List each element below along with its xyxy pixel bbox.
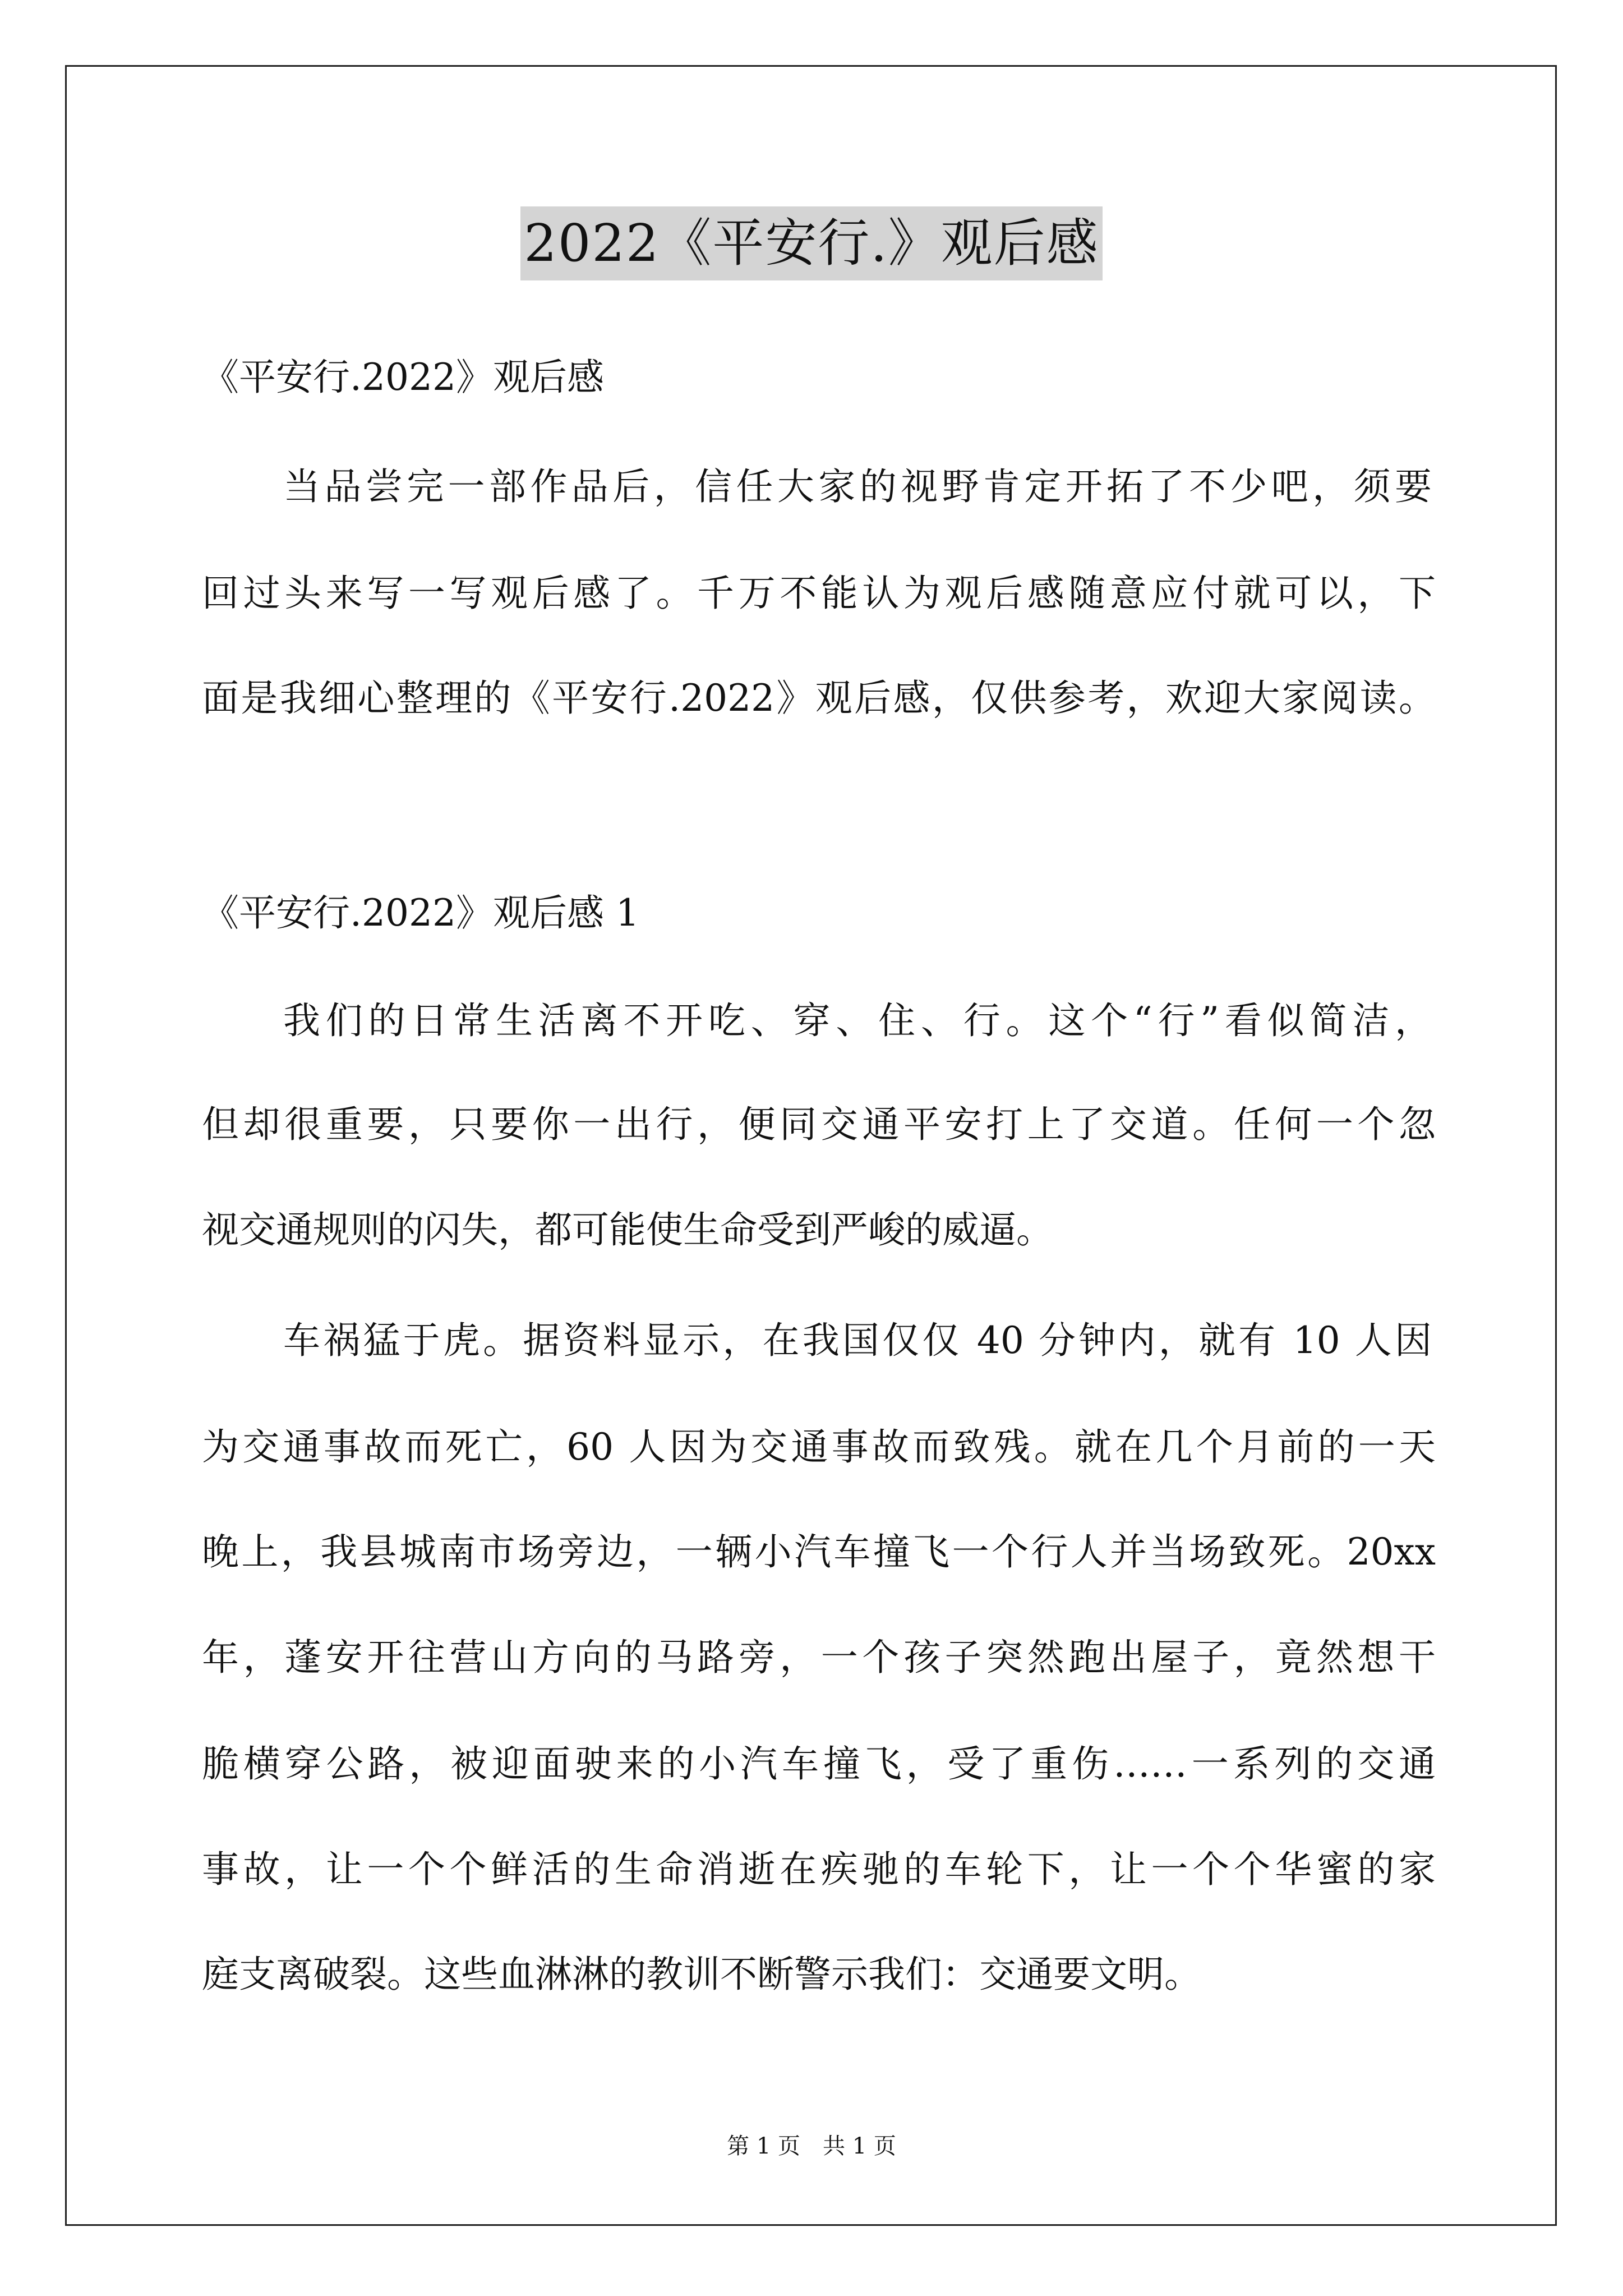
section-heading: 《平安行.2022》观后感 1 [202,891,639,935]
intro-line-1: 当品尝完一部作品后，信任大家的视野肯定开拓了不少吧，须要 [283,465,1432,508]
paragraph1-line-2: 但却很重要，只要你一出行，便同交通平安打上了交道。任何一个忽 [202,1103,1436,1146]
intro-line-3: 面是我细心整理的《平安行.2022》观后感，仅供参考，欢迎大家阅读。 [202,677,1436,720]
intro-line-2: 回过头来写一写观后感了。千万不能认为观后感随意应付就可以，下 [202,572,1436,615]
paragraph2-line-2: 为交通事故而死亡，60 人因为交通事故而致残。就在几个月前的一天 [202,1425,1436,1469]
paragraph2-line-5: 脆横穿公路，被迎面驶来的小汽车撞飞，受了重伤……一系列的交通 [202,1742,1436,1786]
paragraph2-line-3: 晚上，我县城南市场旁边，一辆小汽车撞飞一个行人并当场致死。20xx [202,1530,1436,1573]
paragraph2-line-1: 车祸猛于虎。据资料显示，在我国仅仅 40 分钟内，就有 10 人因 [283,1319,1432,1362]
paragraph2-line-4: 年，蓬安开往营山方向的马路旁，一个孩子突然跑出屋子，竟然想干 [202,1636,1436,1679]
document-subtitle: 《平安行.2022》观后感 [202,356,604,399]
title-container [0,206,1623,280]
paragraph1-line-1: 我们的日常生活离不开吃、穿、住、行。这个“行”看似简洁， [283,999,1432,1042]
paragraph2-line-6: 事故，让一个个鲜活的生命消逝在疾驰的车轮下，让一个个华蜜的家 [202,1848,1436,1891]
paragraph1-line-3: 视交通规则的闪失，都可能使生命受到严峻的威逼。 [202,1208,1053,1251]
page-footer: 第 1 页 共 1 页 [727,2133,896,2159]
paragraph2-line-7: 庭支离破裂。这些血淋淋的教训不断警示我们：交通要文明。 [202,1953,1201,1996]
document-title: 2022《平安行.》观后感 [520,206,1102,280]
